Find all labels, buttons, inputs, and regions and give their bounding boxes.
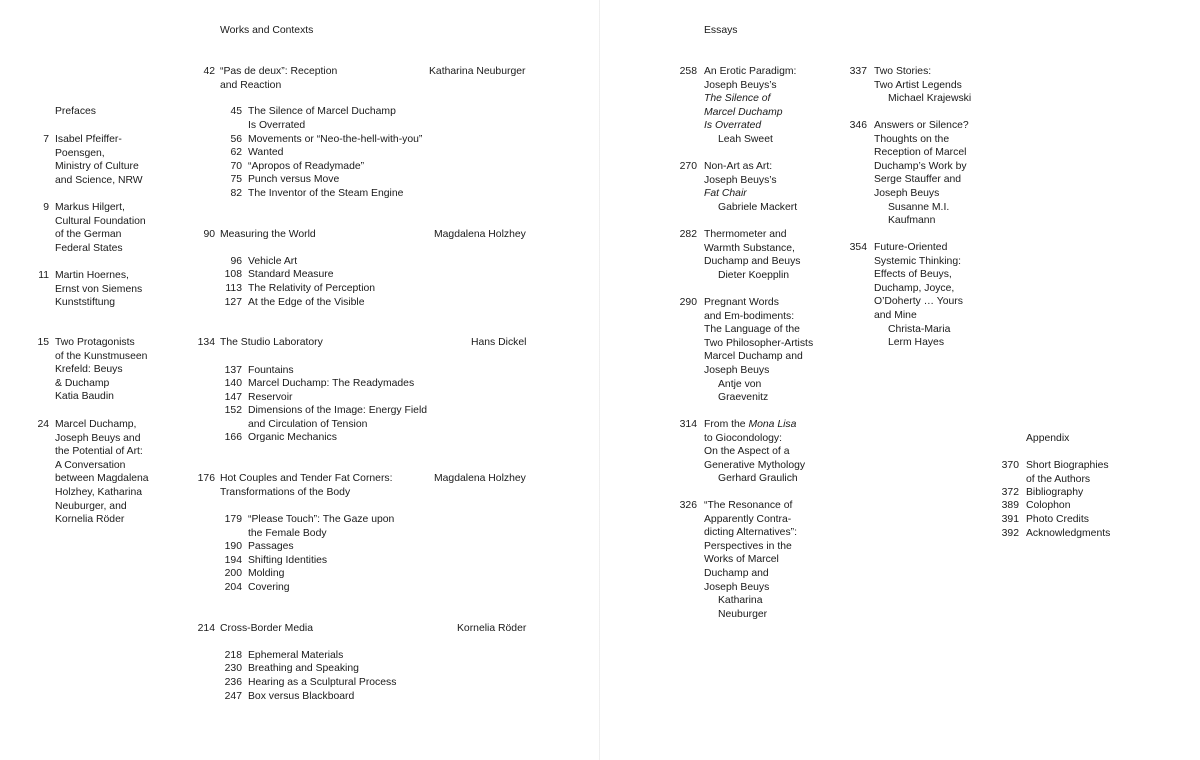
essay-title-line: Answers or Silence? — [874, 120, 969, 131]
essay-entry — [874, 119, 969, 228]
essay-page-number: 337 — [849, 66, 867, 77]
entry-page-number: 137 — [224, 365, 242, 376]
essay-title-italic: Mona Lisa — [748, 419, 797, 430]
essay-title-line: Fat Chair — [704, 188, 747, 200]
entry-page-number: 140 — [224, 378, 242, 389]
essay-title-line: On the Aspect of a — [704, 446, 790, 458]
appendix-title: Acknowledgments — [1026, 528, 1111, 539]
entry-page-number: 166 — [224, 432, 242, 443]
appendix-page-number: 389 — [1001, 500, 1019, 511]
essay-title-line: Joseph Beuys’s — [704, 174, 777, 186]
entry-page-number: 70 — [230, 161, 242, 172]
essay-title-line: Pregnant Words — [704, 297, 779, 308]
essay-author: Gerhard Graulich — [718, 473, 798, 485]
preface-title: Two Protagonists of the Kunstmuseen Krefeld: Beuys & Duchamp Katia Baudin — [55, 337, 148, 403]
entry-page-number: 247 — [224, 691, 242, 702]
entry-title: Vehicle Art — [248, 256, 298, 267]
section-author: Kornelia Röder — [457, 623, 527, 634]
essay-title-line: Works of Marcel — [704, 554, 779, 566]
essay-entry — [704, 296, 813, 405]
section-author: Hans Dickel — [471, 337, 527, 348]
essay-entry — [704, 228, 800, 282]
appendix-title: Colophon — [1026, 500, 1071, 511]
section-title: The Studio Laboratory — [220, 337, 323, 348]
essay-entry — [704, 65, 796, 147]
section-author: Magdalena Holzhey — [434, 229, 526, 240]
essay-title-line: O’Doherty … Yours — [874, 296, 963, 308]
entry-page-number: 75 — [230, 174, 242, 185]
entry-title: Marcel Duchamp: The Readymades — [248, 378, 415, 389]
essay-author: Neuburger — [718, 608, 768, 620]
essay-title-line: and Em-bodiments: — [704, 310, 795, 322]
essay-author: Graevenitz — [718, 392, 769, 404]
entry-title: Reservoir — [248, 392, 293, 403]
entry-page-number: 82 — [230, 188, 242, 199]
entry-title: “Please Touch”: The Gaze upon the Female Body — [248, 514, 395, 539]
entry-page-number: 56 — [230, 134, 242, 145]
essay-title-line: An Erotic Paradigm: — [704, 66, 797, 77]
preface-page-number: 11 — [38, 270, 49, 281]
entry-page-number: 218 — [224, 650, 242, 661]
essay-page-number: 354 — [849, 242, 867, 253]
entry-page-number: 45 — [230, 106, 242, 117]
essay-title-line: Marcel Duchamp — [704, 106, 783, 118]
essay-title-line: Duchamp and Beuys — [704, 256, 801, 268]
entry-title: Movements or “Neo-the-hell-with-you” — [248, 134, 423, 145]
essay-title-line: Joseph Beuys’s — [704, 79, 777, 91]
essay-title-line: Two Stories: — [874, 66, 932, 77]
essay-entry — [704, 160, 797, 214]
entry-page-number: 147 — [224, 392, 242, 403]
section-page-number: 90 — [203, 229, 215, 240]
preface-page-number: 7 — [43, 134, 49, 145]
entry-title: Organic Mechanics — [248, 432, 337, 443]
essay-author: Lerm Hayes — [888, 337, 945, 349]
entry-page-number: 96 — [230, 256, 242, 267]
preface-title: Isabel Pfeiffer- Poensgen, Ministry of Culture and Science, NRW — [55, 134, 143, 186]
essay-title-line: Warmth Substance, — [704, 242, 795, 254]
entry-title: Molding — [248, 568, 285, 579]
entry-title: At the Edge of the Visible — [248, 297, 365, 308]
appendix-page-number: 370 — [1001, 460, 1019, 471]
entry-title: Wanted — [248, 147, 284, 158]
essay-entry — [704, 418, 805, 486]
entry-title: “Apropos of Readymade” — [248, 161, 365, 172]
essay-title-line: Two Philosopher-Artists — [704, 337, 814, 349]
essay-author: Dieter Koepplin — [718, 269, 790, 281]
preface-title: Martin Hoernes, Ernst von Siemens Kunststiftung — [55, 270, 143, 309]
essay-page-number: 282 — [679, 229, 697, 240]
entry-title: Breathing and Speaking — [248, 663, 359, 674]
entry-page-number: 230 — [224, 663, 242, 674]
entry-title: Standard Measure — [248, 269, 334, 280]
essay-title-line: Systemic Thinking: — [874, 255, 962, 267]
essay-title-line: Future-Oriented — [874, 242, 948, 253]
entry-title: Shifting Identities — [248, 555, 328, 566]
preface-title: Markus Hilgert, Cultural Foundation of the German Federal States — [55, 202, 146, 254]
appendix-page-number: 372 — [1001, 487, 1019, 498]
essay-entry — [704, 499, 797, 621]
essay-title-line: Apparently Contra- — [704, 513, 792, 525]
essay-author: Christa-Maria — [888, 323, 951, 335]
entry-title: The Inventor of the Steam Engine — [248, 188, 404, 199]
essay-author: Michael Krajewski — [888, 93, 972, 105]
entry-title: Punch versus Move — [248, 174, 340, 185]
essay-title-line: Thermometer and — [704, 229, 787, 240]
essay-title-text: From the — [704, 419, 749, 430]
entry-page-number: 179 — [224, 514, 242, 525]
entry-page-number: 194 — [224, 555, 242, 566]
entry-title: The Relativity of Perception — [248, 283, 376, 294]
entry-page-number: 152 — [224, 405, 242, 416]
section-page-number: 214 — [197, 623, 215, 634]
essay-author: Antje von — [718, 378, 762, 390]
essay-title-line: to Giocondology: — [704, 432, 782, 444]
appendix-page-number: 391 — [1001, 514, 1019, 525]
essay-title-line: Thoughts on the — [874, 133, 950, 145]
essay-title-line: Non-Art as Art: — [704, 161, 773, 172]
essay-title-line: Duchamp and — [704, 567, 769, 579]
essay-title-line: Generative Mythology — [704, 459, 806, 471]
essay-page-number: 290 — [679, 297, 697, 308]
essay-page-number: 258 — [679, 66, 697, 77]
essay-author: Katharina — [718, 595, 763, 607]
essay-title-line: Is Overrated — [704, 120, 762, 132]
preface-page-number: 9 — [43, 202, 49, 213]
works-heading: Works and Contexts — [220, 25, 314, 36]
right-page — [600, 0, 1200, 760]
section-page-number: 176 — [197, 473, 215, 484]
essay-author: Gabriele Mackert — [718, 201, 798, 213]
essay-title-line: Two Artist Legends — [874, 79, 962, 91]
section-page-number: 134 — [197, 337, 215, 348]
preface-page-number: 15 — [37, 337, 49, 348]
essay-title-line: Duchamp, Joyce, — [874, 282, 955, 294]
preface-title: Marcel Duchamp, Joseph Beuys and the Potential of Art: A Conversation between Magdalena Holzhey, Katharina Neuburger, and Kornelia Röder — [55, 419, 149, 526]
essay-page-number: 314 — [679, 419, 697, 430]
essay-title-line: dicting Alternatives”: — [704, 527, 797, 539]
entry-page-number: 113 — [225, 283, 242, 294]
essay-title-line: “The Resonance of — [704, 500, 793, 511]
essay-title-line: The Silence of — [704, 93, 771, 105]
section-title: Hot Couples and Tender Fat Corners: Transformations of the Body — [220, 473, 393, 498]
section-page-number: 42 — [203, 66, 215, 77]
essay-author: Leah Sweet — [718, 133, 773, 145]
essay-page-number: 326 — [679, 500, 697, 511]
entry-title: Ephemeral Materials — [248, 650, 344, 661]
essay-entry — [874, 241, 963, 350]
section-author: Katharina Neuburger — [429, 66, 526, 77]
entry-page-number: 108 — [224, 269, 242, 280]
essay-title-line: Joseph Beuys — [704, 364, 770, 376]
essay-entry — [874, 65, 971, 106]
essay-title-line: Reception of Marcel — [874, 147, 967, 159]
appendix-title: Bibliography — [1026, 487, 1084, 498]
entry-title: Hearing as a Sculptural Process — [248, 677, 397, 688]
essay-title-line: Serge Stauffer and — [874, 174, 962, 186]
essay-title-line — [704, 418, 805, 432]
essay-title-line: The Language of the — [704, 324, 800, 336]
essay-title-line: Duchamp’s Work by — [874, 160, 967, 172]
essay-title-line: Effects of Beuys, — [874, 269, 952, 281]
entry-title: Covering — [248, 582, 290, 593]
entry-title: The Silence of Marcel Duchamp Is Overrated — [248, 106, 396, 131]
essay-author: Susanne M.I. — [888, 201, 950, 213]
essay-title-line: Joseph Beuys — [704, 581, 770, 593]
section-author: Magdalena Holzhey — [434, 473, 526, 484]
entry-title: Passages — [248, 541, 294, 552]
entry-title: Box versus Blackboard — [248, 691, 355, 702]
entry-page-number: 204 — [224, 582, 242, 593]
entry-page-number: 127 — [224, 297, 242, 308]
essays-heading: Essays — [704, 25, 738, 36]
entry-title: Dimensions of the Image: Energy Field and Circulation of Tension — [248, 405, 428, 430]
preface-page-number: 24 — [37, 419, 49, 430]
appendix-title: Short Biographies of the Authors — [1026, 460, 1109, 485]
appendix-title: Photo Credits — [1026, 514, 1089, 525]
essay-title-line: Joseph Beuys — [874, 187, 940, 199]
prefaces-heading: Prefaces — [55, 106, 97, 117]
appendix-heading: Appendix — [1026, 433, 1070, 444]
essay-title-line: and Mine — [874, 309, 917, 321]
appendix-page-number: 392 — [1001, 528, 1019, 539]
essay-title-line: Marcel Duchamp and — [704, 351, 803, 363]
section-title: Cross-Border Media — [220, 623, 313, 634]
section-title: “Pas de deux”: Reception and Reaction — [220, 66, 338, 91]
essay-page-number: 346 — [849, 120, 867, 131]
entry-title: Fountains — [248, 365, 294, 376]
essay-title-line: Perspectives in the — [704, 540, 792, 552]
essay-page-number: 270 — [679, 161, 697, 172]
essay-author: Kaufmann — [888, 215, 936, 227]
entry-page-number: 200 — [224, 568, 242, 579]
section-title: Measuring the World — [220, 229, 316, 240]
entry-page-number: 236 — [224, 677, 242, 688]
entry-page-number: 190 — [224, 541, 242, 552]
entry-page-number: 62 — [230, 147, 242, 158]
